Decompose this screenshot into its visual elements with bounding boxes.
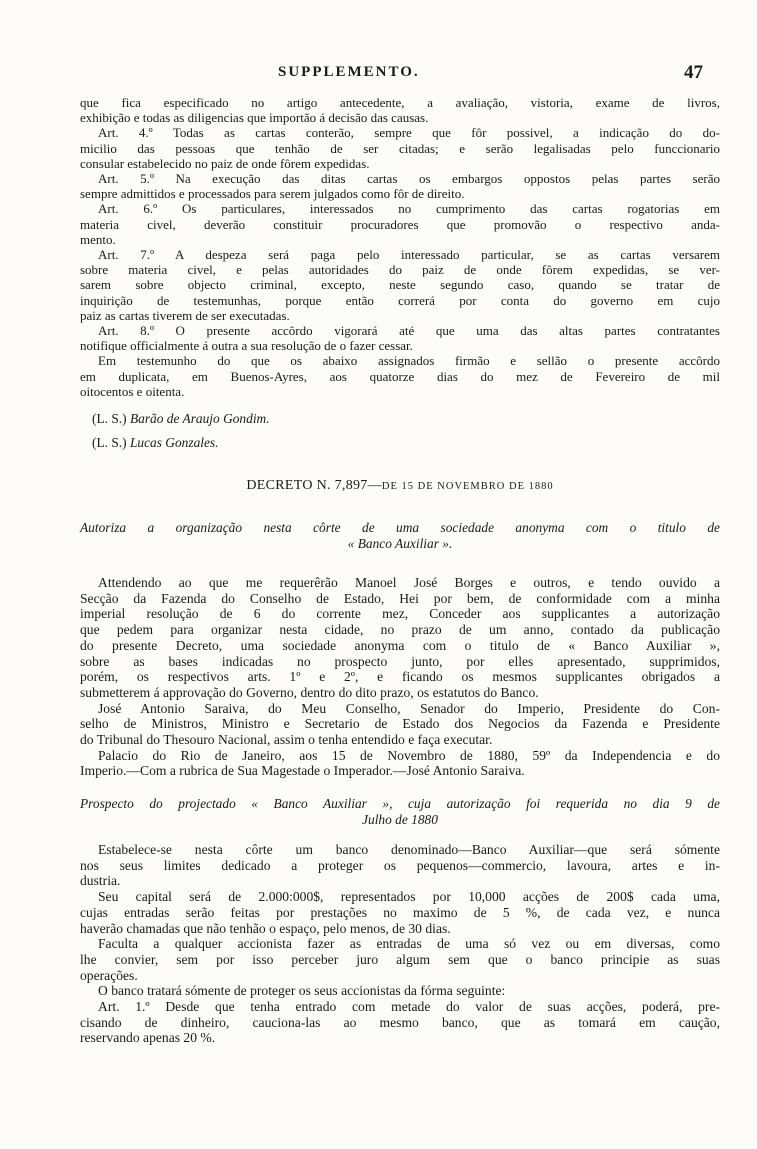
running-head: SUPPLEMENTO. [278,64,420,80]
page-header [0,62,757,86]
text-line: micilio das pessoas que tenhão de ser citadas; e serão legalisadas pelo funccionario [80,140,720,156]
text-line: consular estabelecido no paiz de onde fôrem expedidas. [80,155,370,171]
text-line: Estabelece-se nesta côrte um banco denominado—Banco Auxiliar—que será sómente [98,842,720,857]
text-line: sobre materia civel, e pelas autoridades do paiz de onde fôrem expedidas, se ver- [80,262,720,278]
signatory-name: Lucas Gonzales. [129,435,219,450]
summary-line: Autoriza a organização nesta côrte de uma sociedade anonyma com o titulo de [80,520,720,535]
text-line: sempre admittidos e processados para serem julgados como fôr de direito. [80,186,465,202]
text-line: notifique officialmente á outra a sua resolução de o fazer cessar. [80,338,413,354]
text-line: Art. 8.º O presente accôrdo vigorará até que uma das altas partes contratantes [98,323,720,339]
text-line: cisando de dinheiro, cauciona-las ao mesmo banco, que as tomará em caução, [80,1014,720,1030]
text-line: operações. [80,967,138,983]
text-line: dustria. [80,873,121,889]
signature-line [92,410,732,428]
text-line: José Antonio Saraiva, do Meu Conselho, Senador do Imperio, Presidente do Con- [98,700,720,716]
text-line: nos seus limites dedicado a proteger os pequenos—commercio, lavoura, artes e in- [80,857,720,873]
text-line: Secção da Fazenda do Conselho de Estado, Hei por bem, de conformidade com a minha [80,590,720,606]
text-line: Art. 7.º A despeza será paga pelo interessado particular, se as cartas versarem [98,247,720,263]
text-line: oitocentos e oitenta. [80,383,185,399]
text-line: Faculta a qualquer accionista fazer as entradas de uma só vez ou em diversas, como [98,936,720,952]
text-line: Art. 1.º Desde que tenha entrado com metade do valor de suas acções, poderá, pre- [98,999,720,1015]
text-line: exhibição e todas as diligencias que importão á decisão das causas. [80,110,429,126]
prospecto-heading [80,796,720,828]
decree-date: DE 15 DE NOVEMBRO DE 1880 [381,481,554,492]
text-line: Palacio do Rio de Janeiro, aos 15 de Novembro de 1880, 59º da Independencia e do [98,747,720,763]
text-line: porém, os respectivos arts. 1º e 2º, e ficando os mesmos supplicantes obrigados a [80,669,720,685]
text-line: Attendendo ao que me requerêrão Manoel José Borges e outros, e tendo ouvido a [98,575,720,590]
decree-number: DECRETO N. 7,897— [246,478,382,493]
text-line: Art. 5.º Na execução das ditas cartas os embargos oppostos pelas partes serão [98,171,720,187]
seal-mark: (L. S.) [92,411,127,426]
text-line: selho de Ministros, Ministro e Secretario de Estado dos Negocios da Fazenda e Presidente [80,716,720,732]
text-line: mento. [80,231,116,247]
text-line: inquirição de testemunhas, porque então correrá por conta do governo em cujo [80,292,720,308]
text-line: haverão chamadas que não tenhão o espaço, pelo menos, de 30 dias. [80,920,451,936]
seal-mark: (L. S.) [92,435,127,450]
summary-line: Prospecto do projectado « Banco Auxiliar », cuja autorização foi requerida no dia 9 de [80,796,720,811]
prospecto-body [80,842,720,1046]
summary-line: Julho de 1880 [362,812,438,827]
text-line: submetterem á approvação do Governo, dentro do dito prazo, os estatutos do Banco. [80,684,539,700]
page-number: 47 [684,62,703,83]
text-line: do Tribunal do Thesouro Nacional, assim o tenha entendido e faça executar. [80,732,493,748]
signatory-name: Barão de Araujo Gondim. [129,411,270,426]
text-line: imperial resolução de 6 do corrente mez, Conceder aos supplicantes a autorização [80,606,720,622]
signature-line [92,434,732,452]
signatures [92,410,732,452]
text-line: Imperio.—Com a rubrica de Sua Magestade o Imperador.—José Antonio Saraiva. [80,763,525,779]
summary-line: « Banco Auxiliar ». [347,536,453,551]
text-line: em duplicata, em Buenos-Ayres, aos quatorze dias do mez de Fevereiro de mil [80,368,720,384]
text-line: lhe convier, sem por isso perceber juro algum sem que o banco principie as suas [80,951,720,967]
treaty-text [80,95,720,399]
text-line: Seu capital será de 2.000:000$, representados por 10,000 acções de 200$ cada uma, [98,889,720,905]
text-line: O banco tratará sómente de proteger os seus accionistas da fórma seguinte: [98,983,506,999]
text-line: que pedem para organizar nesta cidade, no prazo de um anno, contado da publicação [80,622,720,638]
text-line: Art. 4.º Todas as cartas conterão, sempre que fôr possivel, a indicação do do- [98,125,720,141]
text-line: Art. 6.º Os particulares, interessados no cumprimento das cartas rogatorias em [98,201,720,217]
text-line: sobre as bases indicadas no prospecto junto, por elles apresentado, supprimidos, [80,653,720,669]
text-line: Em testemunho do que os abaixo assignados firmão e sellão o presente accôrdo [98,353,720,369]
text-line: paiz as cartas tiverem de ser executadas. [80,307,290,323]
decree-summary [80,520,720,552]
text-line: do presente Decreto, uma sociedade anonyma com o titulo de « Banco Auxiliar », [80,637,720,653]
decree-body [80,575,720,779]
text-line: que fica especificado no artigo antecedente, a avaliação, vistoria, exame de livros, [80,95,720,110]
text-line: materia civel, deverão constituir procuradores que promovão o respectivo anda- [80,216,720,232]
text-line: sarem sobre objecto criminal, excepto, neste segundo caso, quando se tratar de [80,277,720,293]
text-line: reservando apenas 20 %. [80,1030,216,1046]
text-line: cujas entradas serão feitas por prestações no maximo de 5 %, de cada vez, e nunca [80,904,720,920]
decree-title [80,478,720,494]
